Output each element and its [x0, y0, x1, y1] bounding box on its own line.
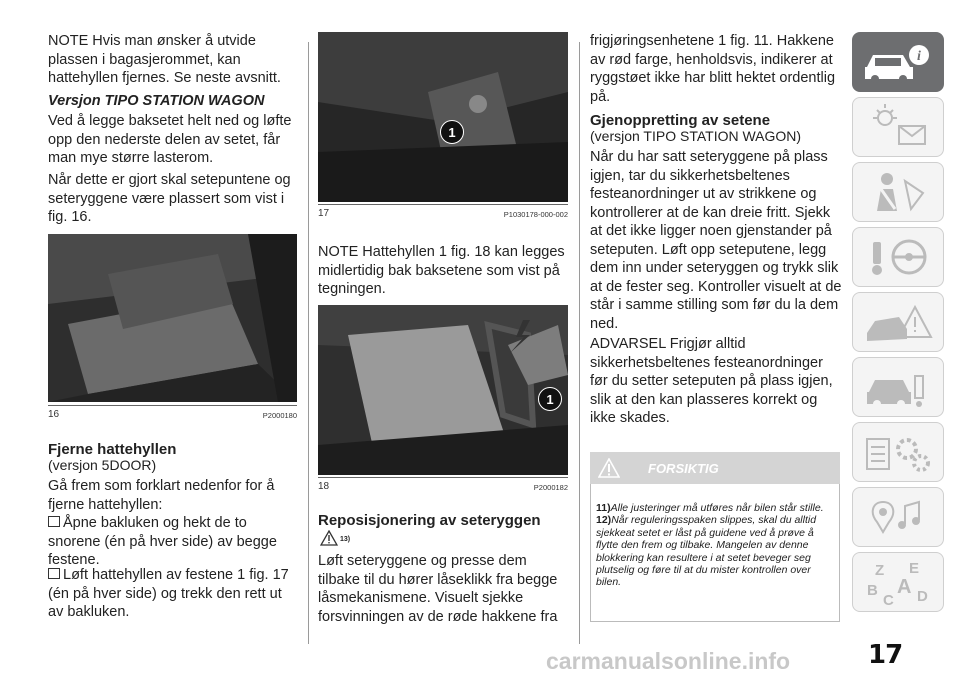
column-divider	[579, 42, 580, 644]
index-letter: C	[883, 592, 894, 609]
callout-marker: 1	[538, 387, 562, 411]
index-letter: D	[917, 588, 928, 605]
section-heading-station-wagon: Versjon TIPO STATION WAGON	[48, 93, 265, 109]
paragraph-fold-seat: Ved å legge baksetet helt ned og løfte opp den nederste delen av setet, får man mye større lasterom.	[48, 113, 292, 166]
bullet-item-2: Løft hattehyllen av festene 1 fig. 17 (én på hver side) og trekk den rett ut av bakluken.	[48, 567, 289, 620]
airbag-seatbelt-icon	[853, 163, 943, 221]
column-1	[48, 0, 298, 678]
sidebar-item-maintenance[interactable]	[852, 357, 944, 417]
note-paragraph: NOTE Hvis man ønsker å utvide plassen i bagasjerommet, kan hattehyllen fjernes. Se neste avsnitt.	[48, 33, 281, 86]
figure-17-image	[318, 32, 568, 202]
index-letter: A	[897, 576, 912, 598]
figure-number: 16	[48, 409, 60, 420]
callout-marker: 1	[440, 120, 464, 144]
sidebar-item-safety[interactable]	[852, 162, 944, 222]
figure-number: 18	[318, 481, 330, 492]
section-heading-remove-shelf: Fjerne hattehyllen	[48, 441, 177, 458]
svg-text:i: i	[917, 49, 921, 64]
figure-code: P2000180	[262, 411, 297, 420]
warning-header	[590, 452, 840, 484]
figure-17-caption	[318, 204, 568, 219]
sidebar-item-multimedia[interactable]	[852, 487, 944, 547]
warning-notes	[590, 484, 840, 622]
paragraph-restore: Når du har satt seteryggene på plass igjen, tar du sikkerhetsbeltenes festeanordninger ut av strikkene og kontrollerer at de kan dreie fritt. Sjekk at det ikke ligger noen gjenstander på seteputen. Løft opp seteputene, legg dem inn under seteryggen og trykk slik at de fester seg. Kontroller visuelt at de står i samme stilling som før du la dem ned.	[590, 149, 842, 332]
paragraph-caution: ADVARSEL Frigjør alltid sikkerhetsbeltenes festeanordninger før du setter seteputen på plass igjen, slik at den kan plasseres korrekt og ikke skades.	[590, 336, 833, 426]
sidebar-item-warning-lights[interactable]	[852, 97, 944, 157]
page-number: 17	[868, 640, 903, 670]
maintenance-car-icon	[853, 358, 943, 416]
paragraph-remove-intro: Gå frem som forklart nedenfor for å fjerne hattehyllen:	[48, 478, 275, 513]
sidebar-item-car-info[interactable]	[852, 32, 944, 92]
warning-triangle-icon	[598, 458, 620, 478]
watermark: carmanualsonline.info	[546, 648, 791, 674]
sidebar-item-index[interactable]	[852, 552, 944, 612]
paragraph-release-units: frigjøringsenhetene 1 fig. 11. Hakkene av rød farge, henholdsvis, indikerer at ryggstøet ikke har blitt hektet ordentlig på.	[590, 33, 836, 105]
gears-specs-icon	[853, 423, 943, 481]
index-letter: Z	[875, 562, 885, 579]
figure-code: P2000182	[533, 483, 568, 492]
figure-18-caption	[318, 477, 568, 492]
bullet-item-1: Åpne bakluken og hekt de to snorene (én på hver side) av begge festene.	[48, 515, 277, 568]
car-info-icon	[853, 33, 943, 91]
multimedia-icon	[853, 488, 943, 546]
paragraph-reposition: Løft seteryggene og presse dem tilbake til du hører låseklikk fra begge låsmekanismene. Visuelt sjekke forsvinningen av de røde hakkene fra	[318, 553, 558, 625]
section-subheading: (versjon TIPO STATION WAGON)	[590, 128, 802, 144]
warning-note: 12)Når reguleringsspaken slippes, skal du alltid sjekkeat setet er låst på guidene ved å prøve å flytte den frem og tilbake. Mangelen av denne blokkering kan resultere i at setet beveger seg plutselig og føre til at du mister kontrollen over bilen.	[596, 514, 817, 589]
index-letter: B	[867, 582, 878, 599]
figure-16-image	[48, 234, 297, 402]
sidebar-item-starting-driving[interactable]	[852, 227, 944, 287]
sidebar-item-emergency[interactable]	[852, 292, 944, 352]
section-subheading: (versjon 5DOOR)	[48, 457, 157, 473]
bullet-icon	[48, 568, 60, 579]
bullet-icon	[48, 516, 60, 527]
paragraph-position-seat: Når dette er gjort skal setepuntene og seteryggene være plassert som vist i fig. 16.	[48, 172, 291, 225]
index-letter: E	[909, 560, 920, 577]
note-paragraph: NOTE Hattehyllen 1 fig. 18 kan legges midlertidig bak baksetene som vist på tegningen.	[318, 244, 565, 297]
key-steering-wheel-icon	[853, 228, 943, 286]
warning-reference	[320, 530, 351, 551]
warning-note: 11)Alle justeringer må utføres når bilen står stille.	[596, 502, 824, 514]
alphabetical-index-icon	[853, 553, 943, 611]
section-heading-reposition: Reposisjonering av seteryggen	[318, 512, 541, 529]
warning-lights-icon	[853, 98, 943, 156]
figure-18-image	[318, 305, 568, 475]
section-heading-restore: Gjenoppretting av setene	[590, 112, 771, 129]
column-divider	[308, 42, 309, 644]
figure-number: 17	[318, 208, 330, 219]
figure-code: P1030178-000-002	[503, 210, 568, 219]
warning-title: FORSIKTIG	[648, 460, 719, 476]
warning-triangle-icon	[320, 530, 338, 546]
reference-number: 13)	[340, 536, 351, 543]
column-2	[318, 0, 568, 678]
chapter-sidebar	[852, 32, 942, 617]
emergency-triangle-icon	[853, 293, 943, 351]
figure-16-caption	[48, 405, 297, 420]
sidebar-item-technical-data[interactable]	[852, 422, 944, 482]
